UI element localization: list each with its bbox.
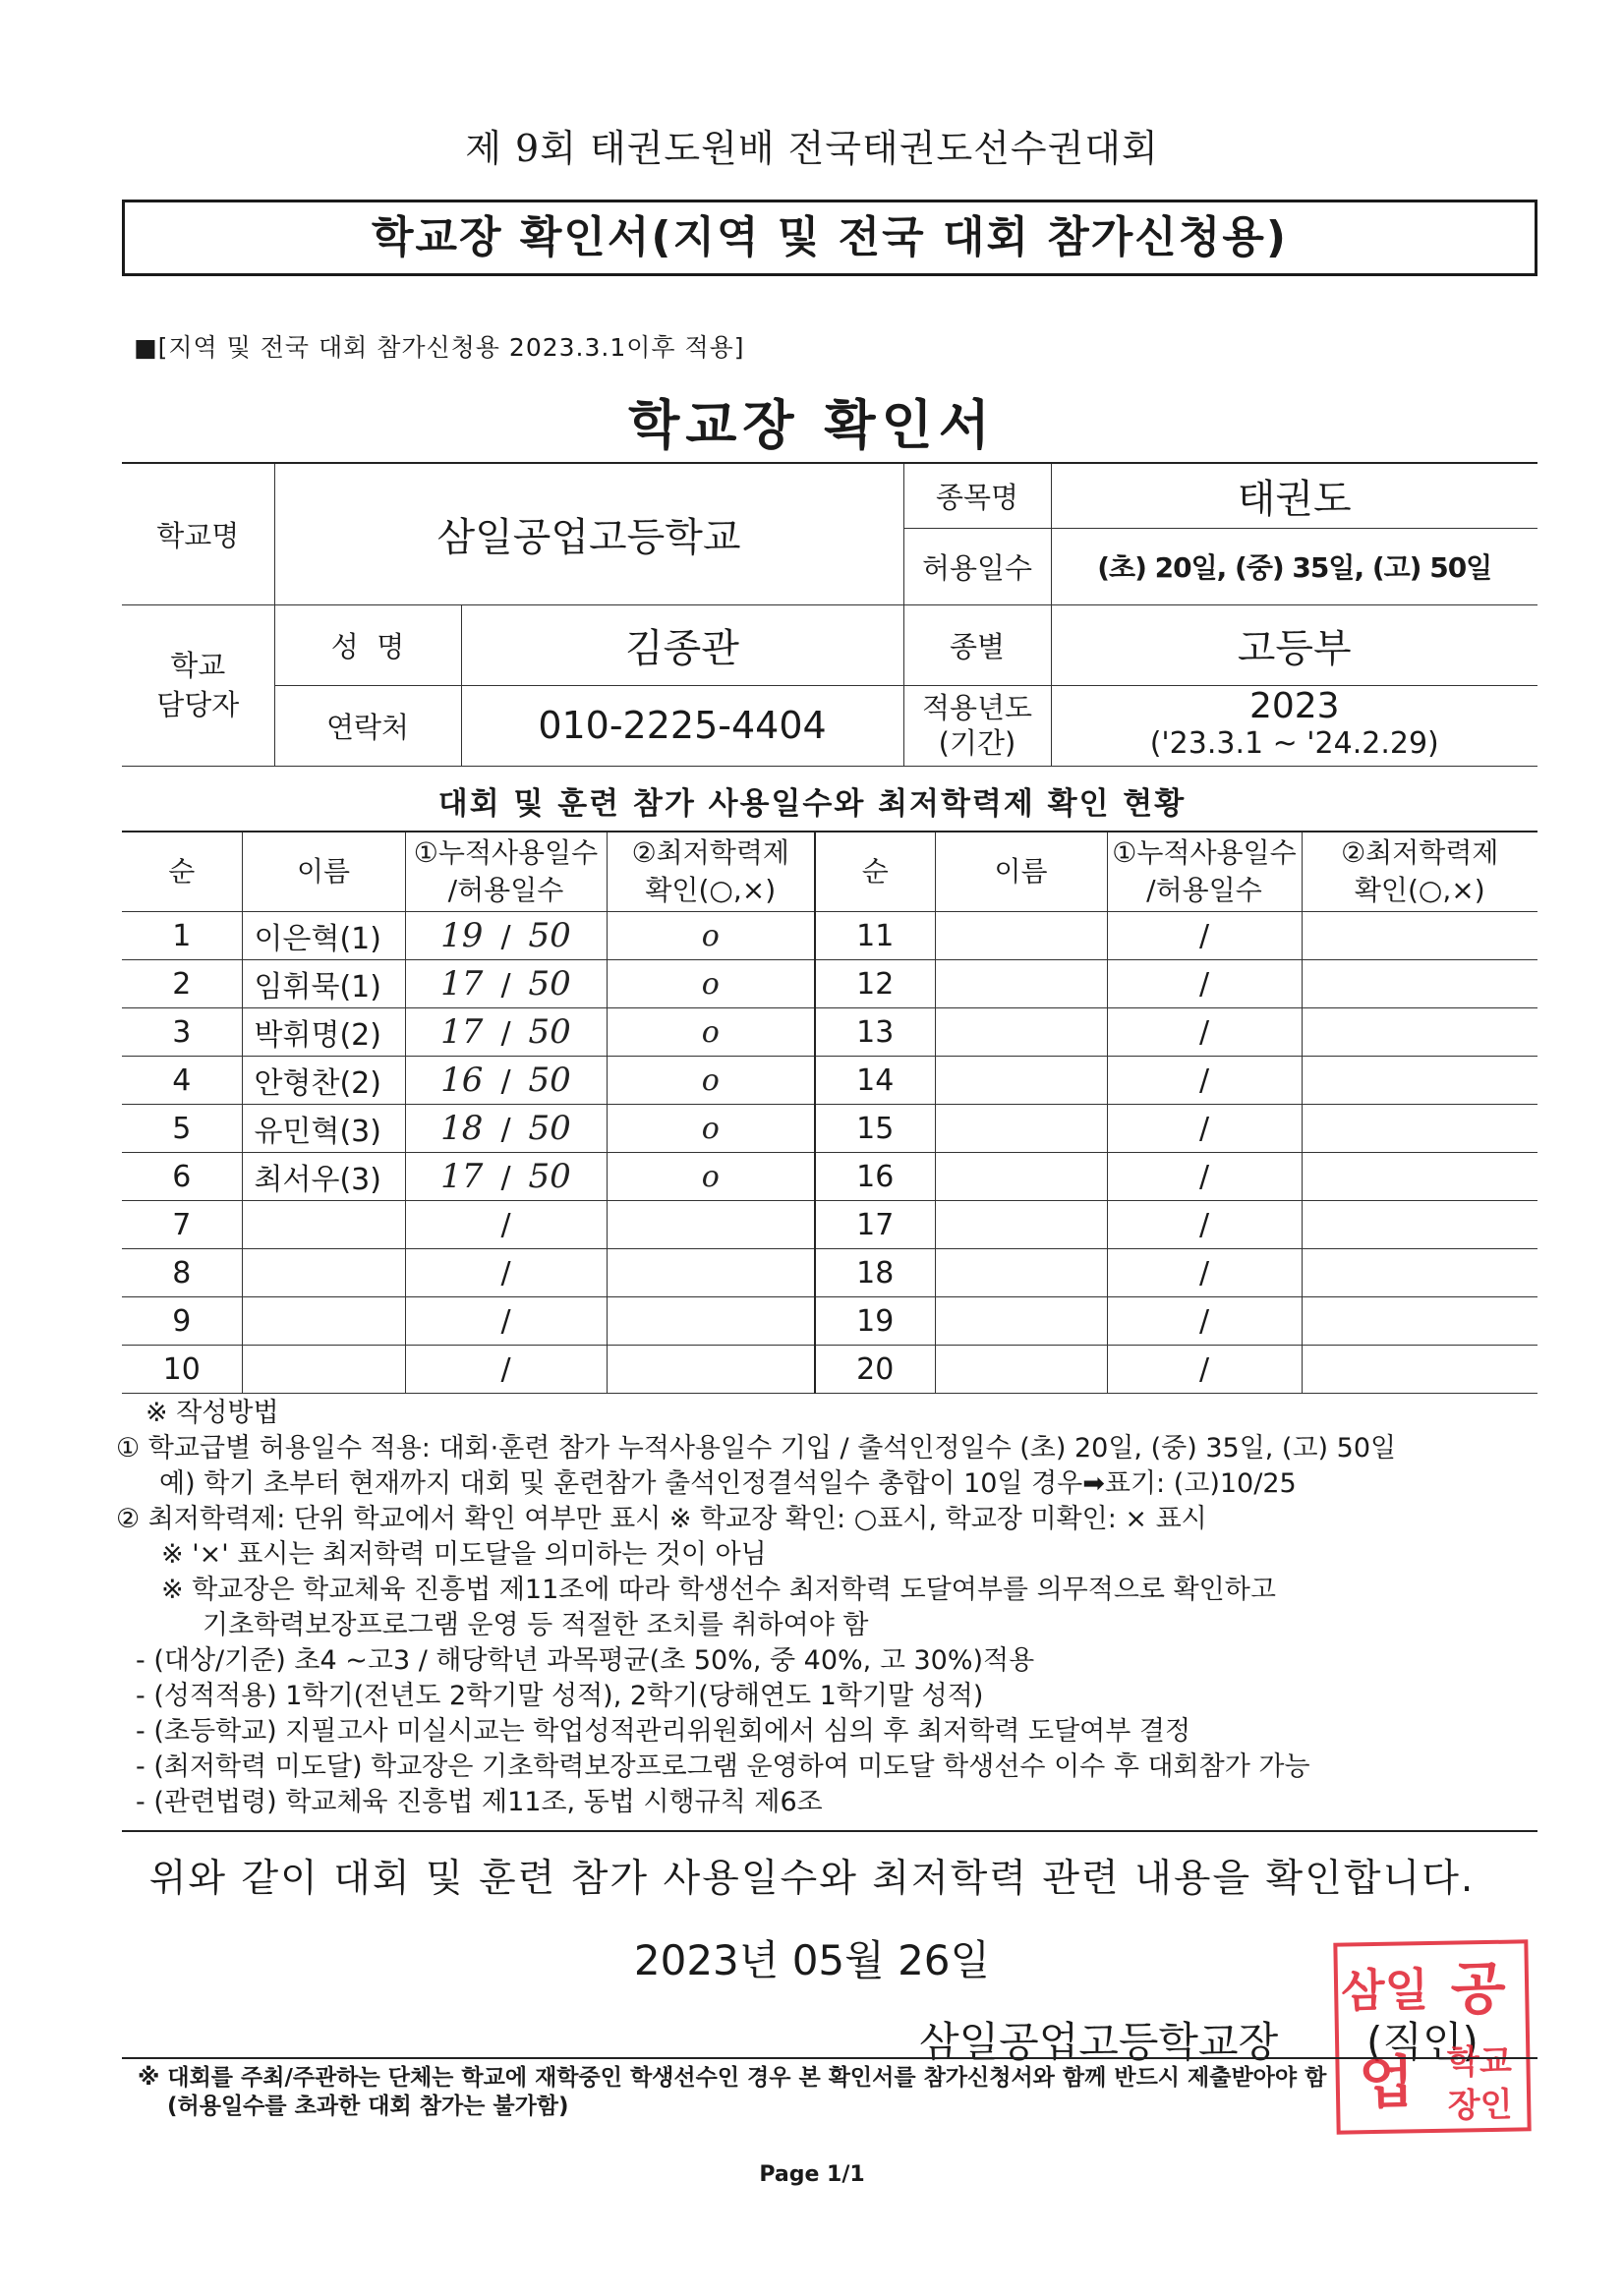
manager-label-line2: 담당자 (156, 688, 240, 721)
status-body (122, 912, 1537, 1394)
used-days: 18 (440, 1109, 484, 1148)
grade-check-right (1302, 912, 1537, 960)
apply-year-label-line1: 적용년도 (921, 691, 1033, 724)
row-no-left: 4 (122, 1057, 242, 1105)
days-used-right: / (1107, 1201, 1302, 1249)
header-days-line1: ①누적사용일수 (413, 836, 599, 869)
header-days-line2: /허용일수 (447, 874, 564, 906)
grade-check-left: o (607, 1008, 815, 1057)
contact-value: 010-2225-4404 (461, 685, 903, 766)
method-line: ※ '×' 표시는 최저학력 미도달을 의미하는 것이 아님 (161, 1539, 767, 1570)
header-grade-line2: 확인(○,×) (645, 874, 777, 906)
header-name-left: 이름 (242, 832, 405, 912)
student-name-right (935, 1297, 1107, 1346)
student-name-left: 유민혁(3) (242, 1105, 405, 1153)
row-no-right: 15 (815, 1105, 935, 1153)
student-name-left (242, 1201, 405, 1249)
student-name-right (935, 912, 1107, 960)
grade-check-left: o (607, 1105, 815, 1153)
apply-year-label-line2: (기간) (938, 726, 1016, 760)
divider (122, 1830, 1537, 1832)
row-no-left: 6 (122, 1153, 242, 1201)
header-days-line2: /허용일수 (1146, 874, 1262, 906)
header-days-left (405, 832, 607, 912)
row-no-right: 20 (815, 1346, 935, 1394)
row-no-right: 19 (815, 1297, 935, 1346)
student-name-right (935, 1153, 1107, 1201)
apply-year-label (903, 685, 1051, 766)
student-name-left (242, 1249, 405, 1297)
apply-year: 2023 (1248, 686, 1340, 726)
header-grade-line1: ②최저학력제 (1341, 836, 1499, 869)
grade-check-right (1302, 1297, 1537, 1346)
row-no-left: 2 (122, 960, 242, 1008)
used-days: 17 (440, 964, 484, 1004)
allowed-days-label: 허용일수 (903, 528, 1051, 604)
grade-check-left: o (607, 1057, 815, 1105)
row-no-left: 10 (122, 1346, 242, 1394)
division-label: 종별 (903, 604, 1051, 685)
method-line: 예) 학기 초부터 현재까지 대회 및 훈련참가 출석인정결석일수 총합이 10일 경우➡표기: (고)10/25 (159, 1468, 1297, 1499)
status-row (122, 1201, 1537, 1249)
row-no-left: 7 (122, 1201, 242, 1249)
method-line: ② 최저학력제: 단위 학교에서 확인 여부만 표시 ※ 학교장 확인: ○표시, 학교장 미확인: × 표시 (116, 1504, 1207, 1534)
student-name-left: 안형찬(2) (242, 1057, 405, 1105)
header-no-right: 순 (815, 832, 935, 912)
school-name-value: 삼일공업고등학교 (274, 463, 903, 604)
apply-note: ■[지역 및 전국 대회 참가신청용 2023.3.1이후 적용] (134, 333, 745, 362)
sport-value: 태권도 (1051, 463, 1537, 528)
method-line: 기초학력보장프로그램 운영 등 적절한 조치를 취하여야 함 (203, 1610, 869, 1640)
document-title: 학교장 확인서 (628, 394, 996, 456)
days-used-right: / (1107, 912, 1302, 960)
manager-label-line1: 학교 (170, 649, 226, 682)
student-name-left: 박휘명(2) (242, 1008, 405, 1057)
header-days-right (1107, 832, 1302, 912)
method-line: - (관련법령) 학교체육 진흥법 제11조, 동법 시행규칙 제6조 (136, 1787, 823, 1817)
method-line: - (초등학교) 지필고사 미실시교는 학업성적관리위원회에서 심의 후 최저학력 도달여부 결정 (136, 1716, 1191, 1747)
status-table (122, 831, 1537, 1394)
status-row (122, 912, 1537, 960)
footer-note-line1: ※ 대회를 주최/주관하는 단체는 학교에 재학중인 학생선수인 경우 본 확인서를 참가신청서와 함께 반드시 제출받아야 함 (138, 2065, 1327, 2091)
allowed-days-value: (초) 20일, (중) 35일, (고) 50일 (1051, 528, 1537, 604)
grade-check-right (1302, 1105, 1537, 1153)
header-grade-right (1302, 832, 1537, 912)
row-no-left: 1 (122, 912, 242, 960)
grade-check-right (1302, 1057, 1537, 1105)
grade-check-right (1302, 960, 1537, 1008)
method-heading: ※ 작성방법 (145, 1398, 279, 1428)
method-line: ① 학교급별 허용일수 적용: 대회·훈련 참가 누적사용일수 기입 / 출석인정일수 (초) 20일, (중) 35일, (고) 50일 (116, 1433, 1397, 1464)
status-header-row (122, 832, 1537, 912)
grade-check-right (1302, 1249, 1537, 1297)
footer-note (138, 2064, 1553, 2121)
status-row (122, 1105, 1537, 1153)
grade-check-right (1302, 1201, 1537, 1249)
student-name-right (935, 1057, 1107, 1105)
slash: / (500, 1064, 511, 1099)
grade-check-left (607, 1346, 815, 1394)
days-used-left: / (405, 1249, 607, 1297)
days-used-right: / (1107, 960, 1302, 1008)
header-grade-left (607, 832, 815, 912)
status-heading: 대회 및 훈련 참가 사용일수와 최저학력제 확인 현황 (437, 786, 1187, 822)
writing-method (116, 1396, 1532, 1820)
contact-label: 연락처 (274, 685, 461, 766)
days-used-left: / (405, 1201, 607, 1249)
manager-name-value: 김종관 (461, 604, 903, 685)
days-used-right: / (1107, 1249, 1302, 1297)
student-name-left: 최서우(3) (242, 1153, 405, 1201)
student-name-left (242, 1297, 405, 1346)
slash: / (500, 1113, 511, 1147)
student-name-right (935, 1105, 1107, 1153)
grade-check-right (1302, 1346, 1537, 1394)
school-info-table (122, 462, 1537, 767)
days-used-right: / (1107, 1297, 1302, 1346)
allowed-days: 50 (528, 1061, 571, 1100)
sport-label: 종목명 (903, 463, 1051, 528)
days-used-right: / (1107, 1008, 1302, 1057)
days-used-right: / (1107, 1105, 1302, 1153)
grade-check-left (607, 1201, 815, 1249)
official-seal-label: (직인) (1366, 2018, 1479, 2066)
row-no-right: 13 (815, 1008, 935, 1057)
slash: / (500, 968, 511, 1003)
allowed-days: 50 (528, 1109, 571, 1148)
days-used-left (405, 1057, 607, 1105)
method-line: - (대상/기준) 초4 ~고3 / 해당학년 과목평균(초 50%, 중 40%, 고 30%)적용 (136, 1645, 1035, 1676)
grade-check-left: o (607, 1153, 815, 1201)
header-grade-line2: 확인(○,×) (1354, 874, 1485, 906)
method-line: - (최저학력 미도달) 학교장은 기초학력보장프로그램 운영하여 미도달 학생선수 이수 후 대회참가 가능 (136, 1751, 1310, 1782)
allowed-days: 50 (528, 1157, 571, 1196)
days-used-left (405, 912, 607, 960)
row-no-right: 12 (815, 960, 935, 1008)
document-box-title: 학교장 확인서(지역 및 전국 대회 참가신청용) (122, 200, 1537, 276)
apply-period: ('23.3.1 ~ '24.2.29) (1149, 726, 1439, 761)
header-no-left: 순 (122, 832, 242, 912)
allowed-days: 50 (528, 916, 571, 955)
grade-check-left (607, 1297, 815, 1346)
slash: / (500, 1161, 511, 1195)
seal-char: 공 (1450, 1954, 1507, 2023)
header-name-right: 이름 (935, 832, 1107, 912)
days-used-right: / (1107, 1153, 1302, 1201)
slash: / (500, 920, 511, 954)
days-used-left (405, 1008, 607, 1057)
row-no-left: 3 (122, 1008, 242, 1057)
confirmation-statement: 위와 같이 대회 및 훈련 참가 사용일수와 최저학력 관련 내용을 확인합니다. (148, 1857, 1476, 1901)
days-used-right: / (1107, 1057, 1302, 1105)
page-number: Page 1/1 (759, 2162, 865, 2187)
student-name-left (242, 1346, 405, 1394)
student-name-right (935, 960, 1107, 1008)
row-no-right: 17 (815, 1201, 935, 1249)
manager-label (122, 604, 274, 766)
row-no-right: 11 (815, 912, 935, 960)
student-name-left: 임휘묵(1) (242, 960, 405, 1008)
status-row (122, 960, 1537, 1008)
grade-check-right (1302, 1008, 1537, 1057)
used-days: 19 (440, 916, 484, 955)
days-used-left (405, 1153, 607, 1201)
status-row (122, 1057, 1537, 1105)
student-name-right (935, 1008, 1107, 1057)
row-no-left: 8 (122, 1249, 242, 1297)
used-days: 16 (440, 1061, 484, 1100)
method-line: - (성적적용) 1학기(전년도 2학기말 성적), 2학기(당해연도 1학기말 성적) (136, 1681, 984, 1711)
used-days: 17 (440, 1012, 484, 1052)
grade-check-left: o (607, 912, 815, 960)
days-used-left: / (405, 1297, 607, 1346)
footer-note-line2: (허용일수를 초과한 대회 참가는 불가함) (167, 2094, 569, 2119)
method-line: ※ 학교장은 학교체육 진흥법 제11조에 따라 학생선수 최저학력 도달여부를 의무적으로 확인하고 (161, 1575, 1276, 1605)
school-name-label: 학교명 (122, 463, 274, 604)
days-used-left (405, 960, 607, 1008)
days-used-left (405, 1105, 607, 1153)
principal-name: 삼일공업고등학교장 (919, 2018, 1279, 2066)
grade-check-left (607, 1249, 815, 1297)
signed-date: 2023년 05월 26일 (633, 1936, 991, 1984)
status-row (122, 1297, 1537, 1346)
status-row (122, 1346, 1537, 1394)
event-title: 제 9회 태권도원배 전국태권도선수권대회 (465, 127, 1159, 170)
status-row (122, 1153, 1537, 1201)
status-row (122, 1008, 1537, 1057)
header-grade-line1: ②최저학력제 (631, 836, 789, 869)
footer-divider (122, 2057, 1537, 2059)
student-name-right (935, 1249, 1107, 1297)
seal-char: 삼일 (1340, 1963, 1429, 2018)
status-row (122, 1249, 1537, 1297)
days-used-left: / (405, 1346, 607, 1394)
division-value: 고등부 (1051, 604, 1537, 685)
days-used-right: / (1107, 1346, 1302, 1394)
grade-check-left: o (607, 960, 815, 1008)
student-name-left: 이은혁(1) (242, 912, 405, 960)
row-no-left: 5 (122, 1105, 242, 1153)
name-label: 성 명 (274, 604, 461, 685)
seal-char: 업 (1358, 2047, 1415, 2116)
row-no-right: 18 (815, 1249, 935, 1297)
row-no-left: 9 (122, 1297, 242, 1346)
row-no-right: 14 (815, 1057, 935, 1105)
slash: / (500, 1016, 511, 1051)
row-no-right: 16 (815, 1153, 935, 1201)
student-name-right (935, 1346, 1107, 1394)
allowed-days: 50 (528, 1012, 571, 1052)
apply-year-value (1051, 685, 1537, 766)
used-days: 17 (440, 1157, 484, 1196)
student-name-right (935, 1201, 1107, 1249)
grade-check-right (1302, 1153, 1537, 1201)
header-days-line1: ①누적사용일수 (1112, 836, 1297, 869)
allowed-days: 50 (528, 964, 571, 1004)
seal-char: 학교장인 (1446, 2041, 1513, 2126)
